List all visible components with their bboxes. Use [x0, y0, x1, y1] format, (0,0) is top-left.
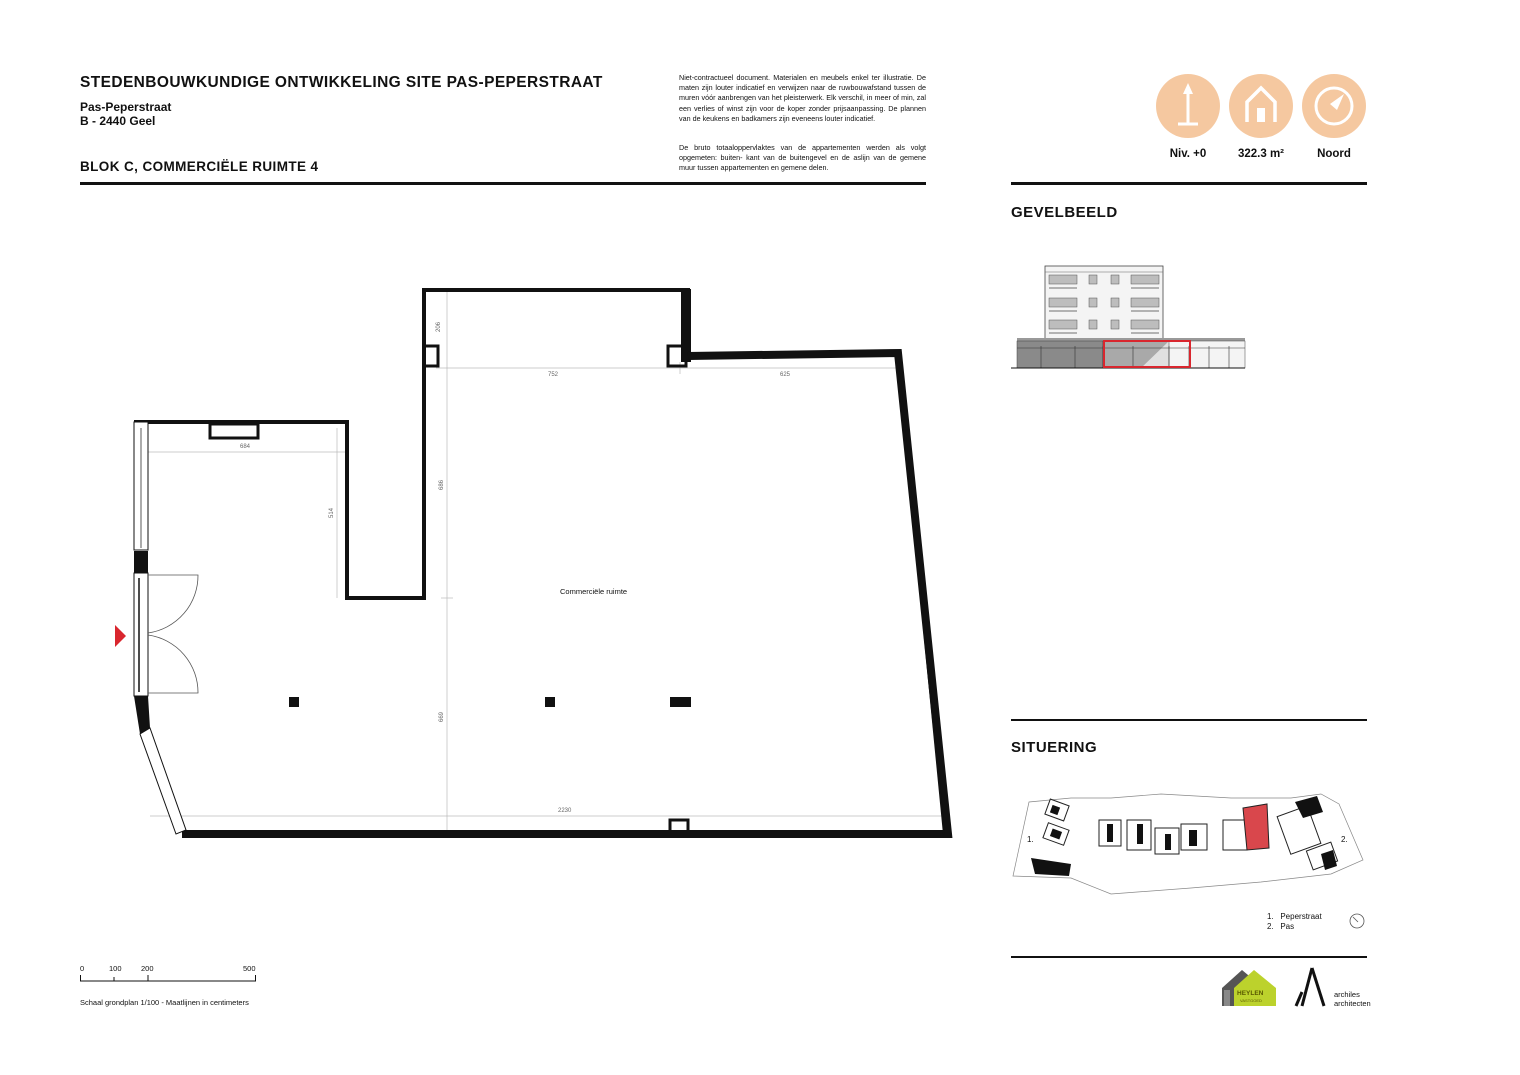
side-divider-middle: [1011, 719, 1367, 721]
house-icon: [1229, 74, 1293, 138]
compass-icon: [1302, 74, 1366, 138]
facade-section-title: GEVELBEELD: [1011, 204, 1118, 221]
dimension-label: 684: [240, 444, 251, 450]
dimension-label: 669: [439, 711, 445, 722]
small-compass-icon: [1348, 912, 1366, 930]
dimension-label: 686: [439, 479, 445, 490]
level-label: Niv. +0: [1169, 148, 1207, 160]
street-address: Pas-Peperstraat: [80, 100, 172, 114]
dimension-label: 514: [329, 507, 335, 518]
columns: [289, 697, 691, 707]
legend-text: Pas: [1280, 922, 1295, 931]
unit-location: [1243, 804, 1269, 850]
disclaimer-paragraph-1: Niet-contractueel document. Materialen en meubels enkel ter illustratie. De maten zijn louter indicatief en verwijzen naar de ruwbouwafstand tussen de muren vóór aanbrengen van het pleisterwerk. Elk verschil, in meer of min, zal een verlies of winst zijn voor de koper zonder prijsaanpassing. De plannen van de keukens en badkamers zijn eveneens louter indicatief.: [679, 73, 926, 123]
heylen-logo-text: HEYLEN: [1237, 990, 1264, 997]
scale-bar: [80, 975, 260, 983]
architect-logo-line-2: architecten: [1334, 999, 1371, 1008]
dimension-label: 625: [780, 372, 791, 378]
walls: [136, 289, 948, 834]
scale-caption: Schaal grondplan 1/100 - Maatlijnen in centimeters: [80, 998, 249, 1007]
scale-tick-100: 100: [109, 964, 122, 973]
area-badge: [1229, 74, 1293, 138]
legend-item-2: [1267, 922, 1294, 931]
level-badge: [1156, 74, 1220, 138]
site-label-1: 1.: [1027, 835, 1034, 844]
room-label: Commerciële ruimte: [560, 587, 628, 596]
legend-num: 1.: [1267, 912, 1274, 921]
site-section-title: SITUERING: [1011, 739, 1098, 756]
legend-text: Peperstraat: [1280, 912, 1322, 921]
scale-tick-0: 0: [80, 964, 85, 973]
scale-tick-500: 500: [243, 964, 256, 973]
dimension-label: 752: [548, 372, 559, 378]
disclaimer-paragraph-2: De bruto totaaloppervlaktes van de appartementen werden als volgt opgemeten: buiten- kant van de buitengevel en de aslijn van de gemene muur tussen appartementen en gemene delen.: [679, 143, 926, 173]
area-label: 322.3 m²: [1237, 148, 1285, 160]
north-label: Noord: [1317, 148, 1351, 160]
side-divider-bottom: [1011, 956, 1367, 958]
scale-tick-200: 200: [141, 964, 154, 973]
entrance-arrow-icon: [115, 625, 126, 647]
legend-item-1: [1267, 912, 1322, 921]
north-badge: [1302, 74, 1366, 138]
dimension-label: 2230: [558, 808, 572, 814]
legend-num: 2.: [1267, 922, 1274, 931]
block-title: BLOK C, COMMERCIËLE RUIMTE 4: [80, 159, 319, 174]
side-divider-top: [1011, 182, 1367, 185]
door-swings: [148, 575, 198, 693]
site-plan: [1011, 790, 1371, 902]
architect-logo-mark: [1294, 966, 1330, 1008]
level-arrow-icon: [1156, 74, 1220, 138]
project-title: STEDENBOUWKUNDIGE ONTWIKKELING SITE PAS-PEPERSTRAAT: [80, 74, 603, 91]
facade-elevation: [1011, 262, 1251, 374]
architect-logo-line-1: archiles: [1334, 990, 1360, 999]
site-label-2: 2.: [1341, 835, 1348, 844]
dimension-label: 206: [436, 321, 442, 332]
city-address: B - 2440 Geel: [80, 114, 156, 128]
heylen-logo-subtext: VASTGOED: [1240, 998, 1262, 1003]
dimension-lines: [146, 292, 948, 832]
